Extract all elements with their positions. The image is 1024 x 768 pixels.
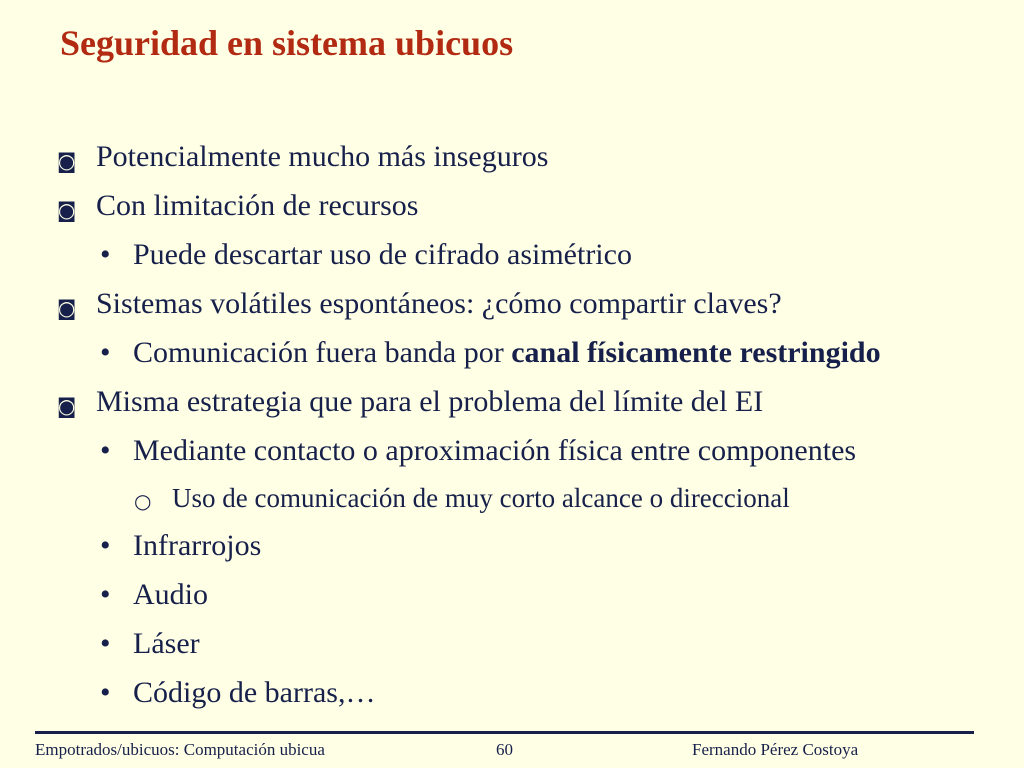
sub-bullet-item — [100, 529, 262, 563]
footer-author: Fernando Pérez Costoya — [692, 740, 859, 759]
dot-bullet-icon: • — [100, 578, 111, 611]
dot-bullet-icon: • — [100, 627, 111, 660]
square-bullet-icon: ◙ — [57, 394, 77, 418]
square-bullet-icon: ◙ — [57, 296, 77, 320]
bullet-bold-text: canal físicamente restringido — [511, 336, 881, 369]
dot-bullet-icon: • — [100, 676, 111, 709]
bullet-item — [57, 287, 782, 321]
footer-page-number: 60 — [496, 740, 513, 759]
square-bullet-icon: ◙ — [57, 149, 77, 173]
footer-course: Empotrados/ubicuos: Computación ubicua — [35, 740, 325, 759]
dot-bullet-icon: • — [100, 434, 111, 467]
bullet-text: Sistemas volátiles espontáneos: ¿cómo compartir claves? — [96, 287, 782, 320]
bullet-text: Puede descartar uso de cifrado asimétrico — [133, 238, 632, 271]
bullet-text: Con limitación de recursos — [96, 189, 419, 222]
bullet-item — [57, 140, 549, 174]
bullet-item — [57, 385, 764, 419]
dot-bullet-icon: • — [100, 529, 111, 562]
bullet-text: Mediante contacto o aproximación física entre componentes — [133, 434, 857, 467]
sub-sub-bullet-item — [134, 481, 790, 515]
footer-divider — [35, 731, 974, 734]
sub-bullet-item — [100, 676, 376, 710]
dot-bullet-icon: • — [100, 336, 111, 369]
bullet-item — [57, 189, 419, 223]
bullet-text: Audio — [133, 578, 208, 611]
sub-bullet-item — [100, 578, 208, 612]
sub-bullet-item — [100, 238, 632, 272]
circle-bullet-icon: ○ — [134, 489, 152, 513]
sub-bullet-item — [100, 434, 857, 468]
bullet-text: Código de barras,… — [133, 676, 376, 709]
bullet-text: Misma estrategia que para el problema del límite del EI — [96, 385, 764, 418]
bullet-text: Infrarrojos — [133, 529, 262, 562]
bullet-text: Comunicación fuera banda por — [133, 336, 512, 369]
slide-title: Seguridad en sistema ubicuos — [60, 23, 514, 63]
sub-bullet-item — [100, 336, 881, 370]
bullet-text: Potencialmente mucho más inseguros — [96, 140, 549, 173]
square-bullet-icon: ◙ — [57, 198, 77, 222]
bullet-text: Láser — [133, 627, 200, 660]
bullet-text: Uso de comunicación de muy corto alcance o direccional — [172, 483, 790, 513]
dot-bullet-icon: • — [100, 238, 111, 271]
sub-bullet-item — [100, 627, 200, 661]
